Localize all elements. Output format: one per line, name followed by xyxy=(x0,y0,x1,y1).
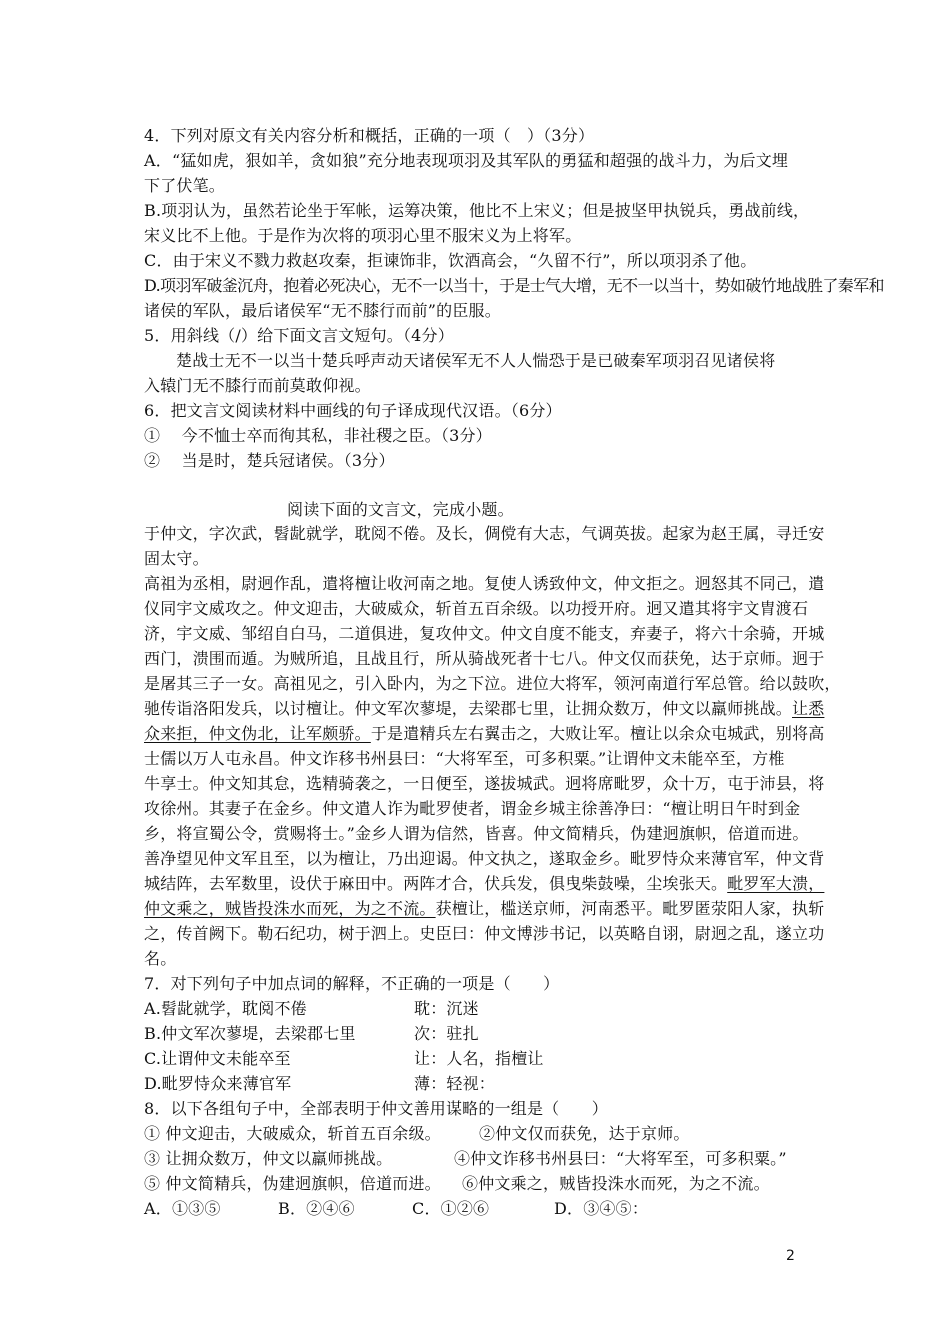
q5-text-line1: 楚战士无不一以当十楚兵呼声动天诸侯军无不人人惴恐于是已破秦军项羽召见诸侯将 xyxy=(176,351,776,370)
passage-line xyxy=(144,722,824,746)
q7-option-d xyxy=(144,1072,824,1096)
passage-line xyxy=(144,897,824,921)
q4-option-d-line2: 诸侯的军队，最后诸侯军“无不膝行而前”的臣服。 xyxy=(144,301,501,320)
underlined-sentence: 仲文乘之，贼皆投洙水而死，为之不流。 xyxy=(144,899,436,918)
q8-option-c: C．①②⑥ xyxy=(412,1199,490,1218)
passage-line xyxy=(144,872,824,896)
q8-item: ②仲文仅而获免，达于京师。 xyxy=(479,1124,690,1143)
passage-line: 牛享士。仲文知其怠，选精骑袭之，一日便至，遂拔城武。迥将席毗罗，众十万，屯于沛县，将 xyxy=(144,774,825,793)
q7-option-b xyxy=(144,1022,824,1046)
q7-option-d-text: D.毗罗恃众来薄官军 xyxy=(144,1074,292,1093)
q7-option-d-gloss: 薄：轻视： xyxy=(414,1074,496,1093)
q7-option-c xyxy=(144,1047,824,1071)
q7-option-b-gloss: 次：驻扎 xyxy=(414,1024,479,1043)
q8-option-d: D．③④⑤： xyxy=(554,1199,649,1218)
passage-text: 获檀让，槛送京师，河南悉平。毗罗匿荥阳人家，执斩 xyxy=(435,899,825,918)
passage-line xyxy=(144,697,824,721)
passage-heading: 阅读下面的文言文，完成小题。 xyxy=(287,500,514,519)
q8-option-a: A．①③⑤ xyxy=(144,1199,221,1218)
q8-item: ④仲文诈移书州县曰：“大将军至，可多积粟。” xyxy=(454,1149,787,1168)
q7-option-b-text: B.仲文军次蓼堤，去梁郡七里 xyxy=(144,1024,356,1043)
q4-option-b-line1: B.项羽认为，虽然若论坐于军帐，运筹决策，他比不上宋义；但是披坚甲执锐兵，勇战前线， xyxy=(144,201,810,220)
q7-option-c-text: C.让谓仲文未能卒至 xyxy=(144,1049,291,1068)
q8-row-3 xyxy=(144,1172,824,1196)
passage-line: 于仲文，字次武，髫龀就学，耽阅不倦。及长，倜傥有大志，气调英拔。起家为赵王属，寻迁安 xyxy=(144,524,825,543)
q6-stem: 6．把文言文阅读材料中画线的句子译成现代汉语。（6分） xyxy=(144,401,562,420)
q8-row-1 xyxy=(144,1122,824,1146)
passage-line: 攻徐州。其妻子在金乡。仲文遣人诈为毗罗使者，谓金乡城主徐善净曰：“檀让明日午时到金 xyxy=(144,799,801,818)
q7-option-a-gloss: 耽：沉迷 xyxy=(414,999,479,1018)
q8-item: ③ 让拥众数万，仲文以羸师挑战。 xyxy=(144,1149,393,1168)
q8-stem: 8．以下各组句子中，全部表明于仲文善用谋略的一组是（ ） xyxy=(144,1099,608,1118)
underlined-sentence: 众来拒，仲文伪北，让军颇骄。 xyxy=(144,724,371,743)
q8-option-b: B．②④⑥ xyxy=(278,1199,355,1218)
passage-line: 仪同宇文威攻之。仲文迎击，大破威众，斩首五百余级。以功授开府。迥又遣其将宇文胄渡石 xyxy=(144,599,809,618)
q4-option-a-line2: 下了伏笔。 xyxy=(144,176,226,195)
passage-line: 是屠其三子一女。高祖见之，引入卧内，为之下泣。进位大将军，领河南道行军总管。给以鼓吹， xyxy=(144,674,841,693)
q8-options xyxy=(144,1197,824,1221)
q8-item: ⑥仲文乘之，贼皆投洙水而死，为之不流。 xyxy=(462,1174,770,1193)
q8-row-2 xyxy=(144,1147,824,1171)
q5-text-line2: 入辕门无不膝行而前莫敢仰视。 xyxy=(144,376,371,395)
q6-sentence-1: ① 今不恤士卒而徇其私，非社稷之臣。（3分） xyxy=(144,426,492,445)
passage-text: 于是遣精兵左右翼击之，大败让军。檀让以余众屯城武，别将高 xyxy=(370,724,825,743)
q4-option-d-line1: D.项羽军破釜沉舟，抱着必死决心，无不一以当十，于是士气大增，无不一以当十，势如破竹地战胜了秦军和 xyxy=(144,276,884,295)
q6-sentence-2: ② 当是时，楚兵冠诸侯。（3分） xyxy=(144,451,395,470)
passage-line: 乡，将宣蜀公令，赏赐将士。”金乡人谓为信然，皆喜。仲文简精兵，伪建迥旗帜，倍道而进。 xyxy=(144,824,809,843)
q8-item: ① 仲文迎击，大破威众，斩首五百余级。 xyxy=(144,1124,441,1143)
passage-line: 之，传首阙下。勒石纪功，树于泗上。史臣曰：仲文博涉书记，以英略自诩，尉迥之乱，遂立功 xyxy=(144,924,825,943)
underlined-sentence: 让悉 xyxy=(792,699,825,718)
page-number: 2 xyxy=(786,1248,795,1264)
q4-stem: 4．下列对原文有关内容分析和概括，正确的一项（ ）（3分） xyxy=(144,126,595,145)
q4-option-a-line1: A．“猛如虎，狠如羊，贪如狼”充分地表现项羽及其军队的勇猛和超强的战斗力，为后文埋 xyxy=(144,151,789,170)
q4-option-c: C．由于宋义不戮力救赵攻秦，拒谏饰非，饮酒高会，“久留不行”，所以项羽杀了他。 xyxy=(144,251,757,270)
q7-option-a-text: A.髫龀就学，耽阅不倦 xyxy=(144,999,307,1018)
passage-line: 名。 xyxy=(144,949,177,968)
q4-option-b-line2: 宋义比不上他。于是作为次将的项羽心里不服宋义为上将军。 xyxy=(144,226,582,245)
passage-line: 高祖为丞相，尉迥作乱，遣将檀让收河南之地。复使人诱致仲文，仲文拒之。迥怒其不同己，遣 xyxy=(144,574,825,593)
q7-option-a xyxy=(144,997,824,1021)
underlined-sentence: 毗罗军大溃， xyxy=(727,874,825,893)
passage-line: 善净望见仲文军且至，以为檀让，乃出迎谒。仲文执之，遂取金乡。毗罗恃众来薄官军，仲文背 xyxy=(144,849,825,868)
passage-line: 固太守。 xyxy=(144,549,209,568)
passage-text: 城结阵，去军数里，设伏于麻田中。两阵才合，伏兵发，俱曳柴鼓噪，尘埃张天。 xyxy=(144,874,728,893)
passage-line: 士儒以万人屯永昌。仲文诈移书州县曰：“大将军至，可多积粟。”让谓仲文未能卒至，方椎 xyxy=(144,749,785,768)
q8-item: ⑤ 仲文简精兵，伪建迥旗帜，倍道而进。 xyxy=(144,1174,441,1193)
passage-line: 西门，溃围而遁。为贼所追，且战且行，所从骑战死者十七八。仲文仅而获免，达于京师。迥于 xyxy=(144,649,825,668)
q7-stem: 7．对下列句子中加点词的解释，不正确的一项是（ ） xyxy=(144,974,560,993)
passage-text: 驰传诣洛阳发兵，以讨檀让。仲文军次蓼堤，去梁郡七里，让拥众数万，仲文以羸师挑战。 xyxy=(144,699,793,718)
q7-option-c-gloss: 让：人名，指檀让 xyxy=(414,1049,544,1068)
q5-stem: 5．用斜线（/）给下面文言文短句。（4分） xyxy=(144,326,454,345)
passage-line: 济，宇文威、邹绍自白马，二道俱进，复攻仲文。仲文自度不能支，弃妻子，将六十余骑，开城 xyxy=(144,624,825,643)
